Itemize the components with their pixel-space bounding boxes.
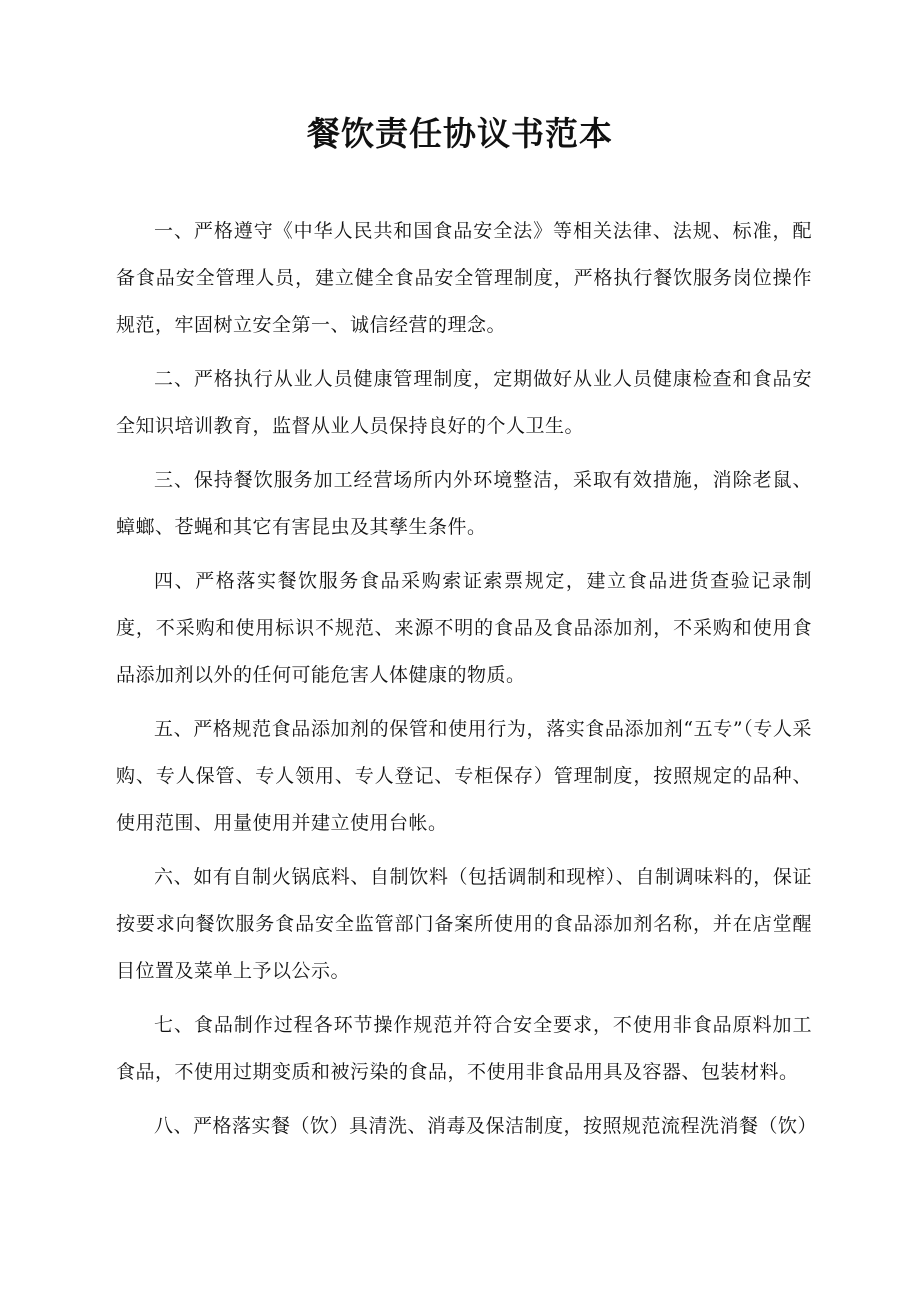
clause-4: 四、严格落实餐饮服务食品采购索证索票规定，建立食品进货查验记录制度，不采购和使用标识不规范、来源不明的食品及食品添加剂，不采购和使用食品添加剂以外的任何可能危害人体健康的物质。: [116, 570, 812, 686]
clause-3: 三、保持餐饮服务加工经营场所内外环境整洁，采取有效措施，消除老鼠、蟑螂、苍蝇和其它有害昆虫及其孳生条件。: [116, 469, 812, 538]
clause-8: 八、严格落实餐（饮）具清洗、消毒及保洁制度，按照规范流程洗消餐（饮）: [154, 1115, 818, 1137]
clause-7: 七、食品制作过程各环节操作规范并符合安全要求，不使用非食品原料加工食品，不使用过期变质和被污染的食品，不使用非食品用具及容器、包装材料。: [116, 1014, 812, 1083]
clause-6: 六、如有自制火锅底料、自制饮料（包括调制和现榨）、自制调味料的，保证按要求向餐饮服务食品安全监管部门备案所使用的食品添加剂名称，并在店堂醒目位置及菜单上予以公示。: [116, 866, 812, 982]
document-body: [116, 208, 818, 1157]
document-title: 餐饮责任协议书范本: [307, 114, 613, 153]
clause-5: 五、严格规范食品添加剂的保管和使用行为，落实食品添加剂“五专”（专人采购、专人保管、专人领用、专人登记、专柜保存）管理制度，按照规定的品种、使用范围、用量使用并建立使用台帐。: [116, 718, 812, 834]
clause-1: 一、严格遵守《中华人民共和国食品安全法》等相关法律、法规、标准，配备食品安全管理人员，建立健全食品安全管理制度，严格执行餐饮服务岗位操作规范，牢固树立安全第一、诚信经营的理念。: [116, 220, 812, 336]
clause-2: 二、严格执行从业人员健康管理制度，定期做好从业人员健康检查和食品安全知识培训教育，监督从业人员保持良好的个人卫生。: [116, 368, 812, 437]
